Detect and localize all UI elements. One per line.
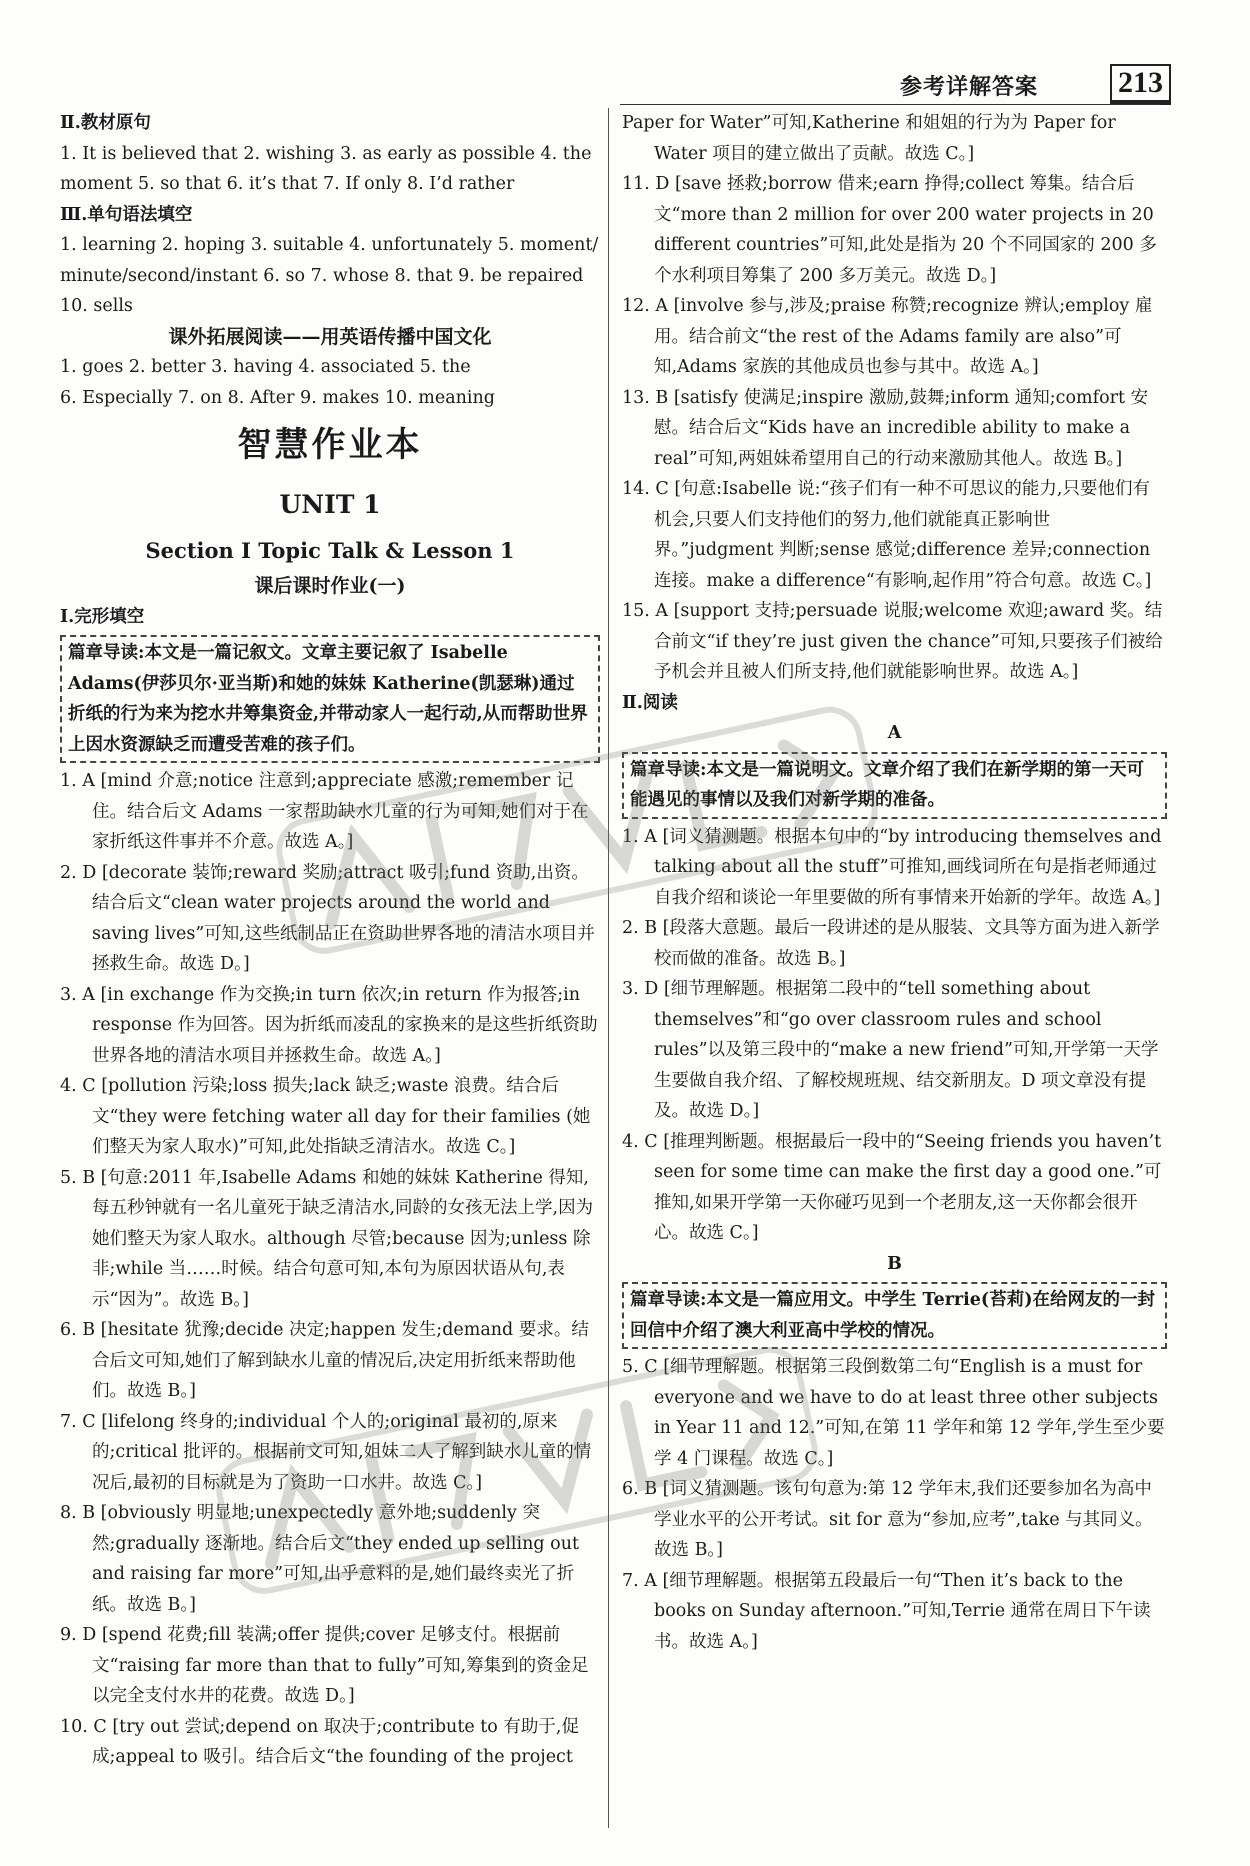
unit-title: UNIT 1 [279,490,381,519]
answer-item: 2. D [decorate 装饰;reward 奖励;attract 吸引;fund 资助,出资。结合后文“clean water projects around the world and saving lives”可知,这些纸制品正在资助世界各地的清洁水项目并拯救生命。故选 D。] [60,862,595,974]
answer-item: 4. C [pollution 污染;loss 损失;lack 缺乏;waste 浪费。结合后文“they were fetching water all day for their families (她们整天为家人取水)”可知,此处指缺乏清洁水。故选 C。] [60,1076,591,1157]
answer-item: 5. C [细节理解题。根据第三段倒数第二句“English is a must for everyone and we have to do at least three other subjects in Year 11 and 12.”可知,在第 11 学年和第 12 学年,学生至少要学 4 门课程。故选 C。] [622,1357,1165,1469]
answer-item: 10. C [try out 尝试;depend on 取决于;contribute to 有助于,促成;appeal to 吸引。结合后文“the founding of the project [60,1716,579,1767]
answer-item: 6. B [词义猜测题。该句句意为:第 12 学年末,我们还要参加名为高中学业水平的公开考试。sit for 意为“参加,应考”,take 与其同义。故选 B。] [622,1479,1153,1560]
answer-item: 5. B [句意:2011 年,Isabelle Adams 和她的妹妹 Katherine 得知,每五秒钟就有一名儿童死于缺乏清洁水,同龄的女孩无法上学,因为她们整天为家人取水。although 尽管;because 因为;unless 除非;while 当……时候。结合句意可知,本句为原因状语从句,表示“因为”。故选 B。] [60,1167,594,1310]
extension-title: 课外拓展阅读——用英语传播中国文化 [168,325,492,348]
answer-item: 13. B [satisfy 使满足;inspire 激励,鼓舞;inform 通知;comfort 安慰。结合后文“Kids have an incredible ability to make a real”可知,两姐妹希望用自己的行动来激励其他人。故选 B。] [622,387,1149,469]
answer-item: 15. A [support 支持;persuade 说服;welcome 欢迎;award 奖。结合前文“if they’re just given the chance”可知,只要孩子们被给予机会并且被人们所支持,他们就能影响世界。故选 A。] [622,601,1163,682]
answer-line: 1. learning 2. hoping 3. suitable 4. unfortunately 5. moment/ [60,235,599,255]
answer-item: 3. A [in exchange 作为交换;in turn 依次;in return 作为报答;in response 作为回答。因为折纸而凌乱的家换来的是这些折纸资助世界各地的清洁水项目并拯救生命。故选 A。] [60,984,598,1066]
part-label: B [887,1253,902,1274]
answer-line: 6. Especially 7. on 8. After 9. makes 10. meaning [60,387,495,408]
answer-line: moment 5. so that 6. it’s that 7. If only 8. I’d rather [60,174,515,194]
answer-item: 3. D [细节理解题。根据第二段中的“tell something about themselves”和“go over classroom rules and school rules”以及第三段中的“make a new friend”可知,开学第一天学生要做自我介绍、了解校规班规、结交新朋友。D 项文章没有提及。故选 D。] [622,979,1159,1121]
part-label: A [887,723,902,743]
section-title: Ⅱ.教材原句 [60,113,151,133]
column-divider [608,108,609,1828]
answer-item: 4. C [推理判断题。根据最后一段中的“Seeing friends you haven’t seen for some time can make the first day a good one.”可推知,如果开学第一天你碰巧见到一个老朋友,这一天你都会很开心。故选 C。] [622,1131,1162,1243]
section-title: Ⅰ.完形填空 [60,606,145,627]
answer-line: 10. sells [60,296,133,316]
answer-item: 1. A [词义猜测题。根据本句中的“by introducing themselves and talking about all the stuff”可推知,画线词所在句是指老师通过自我介绍和谈论一年里要做的所有事情来开始新的学年。故选 A。] [622,826,1162,908]
answer-item: 7. C [lifelong 终身的;individual 个人的;original 最初的,原来的;critical 批评的。根据前文可知,姐妹二人了解到缺水儿童的情况后,最初的目标就是为了资助一口水井。故选 C。] [60,1411,592,1493]
homework-title: 课后课时作业(一) [254,575,406,597]
reading-guide: 篇章导读:本文是一篇应用文。中学生 Terrie(苔莉)在给网友的一封回信中介绍了澳大利亚高中学校的情况。 [622,1282,1167,1349]
reading-guide: 篇章导读:本文是一篇记叙文。文章主要记叙了 Isabelle Adams(伊莎贝尔·亚当斯)和她的妹妹 Katherine(凯瑟琳)通过折纸的行为来为挖水井筹集资金,并带动家人一起行动,从而帮助世界上因水资源缺乏而遭受苦难的孩子们。 [60,635,600,763]
left-column [60,108,600,1773]
header-rule [620,104,1160,105]
answer-line: minute/second/instant 6. so 7. whose 8. that 9. be repaired [60,265,584,286]
reading-guide: 篇章导读:本文是一篇说明文。文章介绍了我们在新学期的第一天可能遇见的事情以及我们对新学期的准备。 [622,752,1167,819]
page-number: 213 [1110,64,1171,105]
book-title: 智慧作业本 [237,425,423,465]
right-column [622,108,1167,1657]
answer-item: 12. A [involve 参与,涉及;praise 称赞;recognize 辨认;employ 雇用。结合前文“the rest of the Adams family are also”可知,Adams 家族的其他成员也参与其中。故选 A。] [622,296,1153,377]
section-title: Ⅱ.阅读 [622,692,678,713]
answer-line: 1. goes 2. better 3. having 4. associated 5. the [60,357,471,377]
section-heading: Section Ⅰ Topic Talk & Lesson 1 [145,538,515,563]
answer-item: 7. A [细节理解题。根据第五段最后一句“Then it’s back to the books on Sunday afternoon.”可知,Terrie 通常在周日下午读书。故选 A。] [622,1570,1151,1652]
header-title: 参考详解答案 [900,74,1039,100]
answer-item: 2. B [段落大意题。最后一段讲述的是从服装、文具等方面为进入新学校而做的准备。故选 B。] [622,918,1160,969]
answer-item: 11. D [save 拯救;borrow 借来;earn 挣得;collect 筹集。结合后文“more than 2 million for over 200 water projects in 20 different countries”可知,此处是指为 20 个不同国家的 200 多个水利项目筹集了 200 多万美元。故选 D。] [622,174,1157,286]
answer-item: 14. C [句意:Isabelle 说:“孩子们有一种不可思议的能力,只要他们有机会,只要人们支持他们的努力,他们就能真正影响世界。”judgment 判断;sense 感觉;difference 差异;connection 连接。make a difference“有影响,起作用”符合句意。故选 C。] [622,479,1152,591]
answer-item: Paper for Water”可知,Katherine 和姐姐的行为为 Paper for Water 项目的建立做出了贡献。故选 C。] [622,113,1116,164]
section-title: Ⅲ.单句语法填空 [60,204,193,225]
answer-item: 8. B [obviously 明显地;unexpectedly 意外地;suddenly 突然;gradually 逐渐地。结合后文“they ended up selling out and raising far more”可知,出乎意料的是,她们最终卖光了折纸。故选 B。] [60,1503,579,1615]
answer-line: 1. It is believed that 2. wishing 3. as early as possible 4. the [60,143,592,164]
answer-item: 1. A [mind 介意;notice 注意到;appreciate 感激;remember 记住。结合后文 Adams 一家帮助缺水儿童的行为可知,她们对于在家折纸这件事并不介意。故选 A。] [60,771,589,852]
answer-item: 6. B [hesitate 犹豫;decide 决定;happen 发生;demand 要求。结合后文可知,她们了解到缺水儿童的情况后,决定用折纸来帮助他们。故选 B。] [60,1320,589,1401]
answer-item: 9. D [spend 花费;fill 装满;offer 提供;cover 足够支付。根据前文“raising far more than that to fully”可知,筹集到的资金足以完全支付水井的花费。故选 D。] [60,1625,589,1706]
